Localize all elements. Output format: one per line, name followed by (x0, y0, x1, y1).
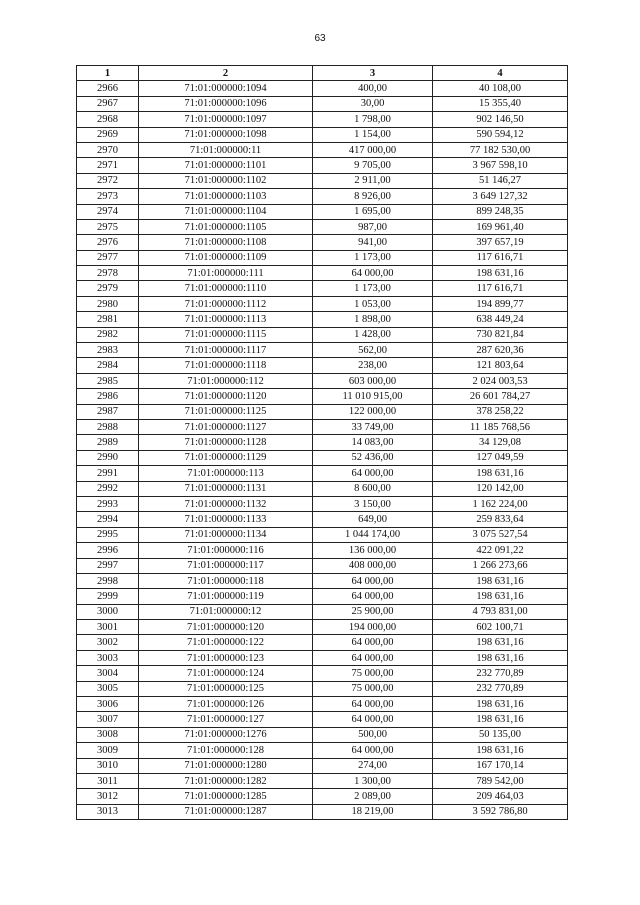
cell-value: 378 258,22 (433, 404, 568, 419)
cell-cadastral-number: 71:01:000000:112 (139, 373, 313, 388)
cell-value: 2 024 003,53 (433, 373, 568, 388)
table-row (77, 312, 568, 327)
cell-index: 2985 (77, 373, 139, 388)
table-row (77, 773, 568, 788)
cell-value: 638 449,24 (433, 312, 568, 327)
cell-value: 11 185 768,56 (433, 419, 568, 434)
cell-index: 2979 (77, 281, 139, 296)
cell-index: 2992 (77, 481, 139, 496)
table-row (77, 635, 568, 650)
cell-value: 3 967 598,10 (433, 158, 568, 173)
cell-value: 3 649 127,32 (433, 189, 568, 204)
cell-area: 417 000,00 (313, 142, 433, 157)
table-row (77, 666, 568, 681)
cell-value: 127 049,59 (433, 450, 568, 465)
cell-cadastral-number: 71:01:000000:113 (139, 466, 313, 481)
cell-value: 40 108,00 (433, 81, 568, 96)
cell-area: 75 000,00 (313, 666, 433, 681)
cell-index: 2998 (77, 573, 139, 588)
cell-index: 3004 (77, 666, 139, 681)
cell-cadastral-number: 71:01:000000:1096 (139, 96, 313, 111)
cell-area: 408 000,00 (313, 558, 433, 573)
table-row (77, 158, 568, 173)
table-row (77, 496, 568, 511)
cell-value: 167 170,14 (433, 758, 568, 773)
cell-index: 2989 (77, 435, 139, 450)
cell-value: 590 594,12 (433, 127, 568, 142)
cell-index: 3012 (77, 789, 139, 804)
cell-area: 11 010 915,00 (313, 389, 433, 404)
table-row (77, 543, 568, 558)
cell-value: 422 091,22 (433, 543, 568, 558)
table-row (77, 466, 568, 481)
cell-area: 1 154,00 (313, 127, 433, 142)
cell-cadastral-number: 71:01:000000:1108 (139, 235, 313, 250)
table-row (77, 127, 568, 142)
cell-area: 400,00 (313, 81, 433, 96)
cell-value: 198 631,16 (433, 650, 568, 665)
cell-area: 64 000,00 (313, 266, 433, 281)
cell-value: 120 142,00 (433, 481, 568, 496)
table-row (77, 250, 568, 265)
cell-cadastral-number: 71:01:000000:1110 (139, 281, 313, 296)
table-row (77, 96, 568, 111)
cell-cadastral-number: 71:01:000000:1102 (139, 173, 313, 188)
cell-cadastral-number: 71:01:000000:1115 (139, 327, 313, 342)
cell-cadastral-number: 71:01:000000:1276 (139, 727, 313, 742)
cell-cadastral-number: 71:01:000000:1097 (139, 112, 313, 127)
cell-value: 899 248,35 (433, 204, 568, 219)
table-row (77, 804, 568, 819)
table-row (77, 358, 568, 373)
cell-value: 169 961,40 (433, 219, 568, 234)
cell-value: 287 620,36 (433, 343, 568, 358)
cell-cadastral-number: 71:01:000000:1098 (139, 127, 313, 142)
cell-area: 2 089,00 (313, 789, 433, 804)
table-row (77, 112, 568, 127)
cell-index: 3013 (77, 804, 139, 819)
cell-value: 232 770,89 (433, 681, 568, 696)
cell-cadastral-number: 71:01:000000:1280 (139, 758, 313, 773)
cell-area: 18 219,00 (313, 804, 433, 819)
cell-area: 1 898,00 (313, 312, 433, 327)
cell-value: 194 899,77 (433, 296, 568, 311)
cell-cadastral-number: 71:01:000000:1134 (139, 527, 313, 542)
cell-index: 2971 (77, 158, 139, 173)
table-row (77, 373, 568, 388)
cell-value: 902 146,50 (433, 112, 568, 127)
cell-index: 2994 (77, 512, 139, 527)
column-header-index: 1 (77, 66, 139, 81)
cell-index: 2996 (77, 543, 139, 558)
cell-area: 3 150,00 (313, 496, 433, 511)
cell-index: 2981 (77, 312, 139, 327)
page-number: 63 (314, 33, 326, 44)
cell-value: 121 803,64 (433, 358, 568, 373)
table-row (77, 450, 568, 465)
table-row (77, 573, 568, 588)
cell-cadastral-number: 71:01:000000:1287 (139, 804, 313, 819)
cell-cadastral-number: 71:01:000000:1104 (139, 204, 313, 219)
table-row (77, 235, 568, 250)
cell-index: 2984 (77, 358, 139, 373)
table-row (77, 727, 568, 742)
cell-value: 117 616,71 (433, 281, 568, 296)
cell-index: 2991 (77, 466, 139, 481)
cell-cadastral-number: 71:01:000000:1109 (139, 250, 313, 265)
table-row (77, 558, 568, 573)
cell-index: 3005 (77, 681, 139, 696)
cell-cadastral-number: 71:01:000000:1285 (139, 789, 313, 804)
cell-value: 26 601 784,27 (433, 389, 568, 404)
cell-area: 52 436,00 (313, 450, 433, 465)
cell-index: 3002 (77, 635, 139, 650)
cell-cadastral-number: 71:01:000000:119 (139, 589, 313, 604)
table-row (77, 589, 568, 604)
cell-value: 730 821,84 (433, 327, 568, 342)
column-header-cadastral-number: 2 (139, 66, 313, 81)
cell-cadastral-number: 71:01:000000:1117 (139, 343, 313, 358)
cell-value: 232 770,89 (433, 666, 568, 681)
table-row (77, 204, 568, 219)
cell-index: 2974 (77, 204, 139, 219)
table-row (77, 343, 568, 358)
cell-area: 562,00 (313, 343, 433, 358)
cell-value: 198 631,16 (433, 266, 568, 281)
table-row (77, 419, 568, 434)
table-row (77, 81, 568, 96)
cell-cadastral-number: 71:01:000000:111 (139, 266, 313, 281)
table-row (77, 758, 568, 773)
cell-cadastral-number: 71:01:000000:123 (139, 650, 313, 665)
cell-cadastral-number: 71:01:000000:12 (139, 604, 313, 619)
cell-area: 603 000,00 (313, 373, 433, 388)
cell-area: 194 000,00 (313, 620, 433, 635)
cell-cadastral-number: 71:01:000000:1118 (139, 358, 313, 373)
cell-index: 3000 (77, 604, 139, 619)
cell-value: 209 464,03 (433, 789, 568, 804)
cell-area: 25 900,00 (313, 604, 433, 619)
table-row (77, 743, 568, 758)
cell-area: 941,00 (313, 235, 433, 250)
cell-index: 3011 (77, 773, 139, 788)
cell-index: 2978 (77, 266, 139, 281)
cell-index: 2980 (77, 296, 139, 311)
cell-index: 2973 (77, 189, 139, 204)
table-header-row (77, 66, 568, 81)
cell-cadastral-number: 71:01:000000:117 (139, 558, 313, 573)
cell-cadastral-number: 71:01:000000:1133 (139, 512, 313, 527)
cell-cadastral-number: 71:01:000000:1105 (139, 219, 313, 234)
cell-cadastral-number: 71:01:000000:124 (139, 666, 313, 681)
table-row (77, 281, 568, 296)
table-row (77, 327, 568, 342)
table-row (77, 173, 568, 188)
cell-value: 34 129,08 (433, 435, 568, 450)
cell-index: 2986 (77, 389, 139, 404)
table-row (77, 527, 568, 542)
table-body (77, 81, 568, 820)
cell-area: 1 798,00 (313, 112, 433, 127)
cell-cadastral-number: 71:01:000000:116 (139, 543, 313, 558)
cell-area: 2 911,00 (313, 173, 433, 188)
cell-area: 1 300,00 (313, 773, 433, 788)
cell-cadastral-number: 71:01:000000:118 (139, 573, 313, 588)
cell-value: 3 592 786,80 (433, 804, 568, 819)
table-row (77, 219, 568, 234)
cell-cadastral-number: 71:01:000000:1120 (139, 389, 313, 404)
cell-area: 64 000,00 (313, 466, 433, 481)
cell-index: 2975 (77, 219, 139, 234)
cell-index: 3001 (77, 620, 139, 635)
cell-cadastral-number: 71:01:000000:11 (139, 142, 313, 157)
cell-cadastral-number: 71:01:000000:1125 (139, 404, 313, 419)
cell-index: 2970 (77, 142, 139, 157)
cell-index: 2995 (77, 527, 139, 542)
cell-index: 2982 (77, 327, 139, 342)
cell-value: 51 146,27 (433, 173, 568, 188)
cell-index: 2966 (77, 81, 139, 96)
cell-value: 15 355,40 (433, 96, 568, 111)
cell-area: 136 000,00 (313, 543, 433, 558)
table-row (77, 142, 568, 157)
column-header-area: 3 (313, 66, 433, 81)
cell-index: 2967 (77, 96, 139, 111)
cell-index: 3008 (77, 727, 139, 742)
cell-cadastral-number: 71:01:000000:1282 (139, 773, 313, 788)
cell-area: 64 000,00 (313, 635, 433, 650)
cell-value: 117 616,71 (433, 250, 568, 265)
cell-value: 602 100,71 (433, 620, 568, 635)
cell-area: 8 600,00 (313, 481, 433, 496)
cell-area: 1 173,00 (313, 250, 433, 265)
cell-value: 1 266 273,66 (433, 558, 568, 573)
cell-area: 64 000,00 (313, 573, 433, 588)
cell-value: 198 631,16 (433, 635, 568, 650)
cell-index: 2993 (77, 496, 139, 511)
cell-index: 2977 (77, 250, 139, 265)
cell-value: 1 162 224,00 (433, 496, 568, 511)
cell-index: 3010 (77, 758, 139, 773)
cell-value: 198 631,16 (433, 573, 568, 588)
cell-index: 2999 (77, 589, 139, 604)
cell-value: 198 631,16 (433, 697, 568, 712)
cell-cadastral-number: 71:01:000000:120 (139, 620, 313, 635)
cell-index: 2987 (77, 404, 139, 419)
cell-cadastral-number: 71:01:000000:1103 (139, 189, 313, 204)
cell-value: 198 631,16 (433, 743, 568, 758)
table-row (77, 650, 568, 665)
cell-area: 64 000,00 (313, 712, 433, 727)
table-row (77, 481, 568, 496)
cell-cadastral-number: 71:01:000000:1129 (139, 450, 313, 465)
table-row (77, 404, 568, 419)
table-row (77, 789, 568, 804)
cell-area: 1 044 174,00 (313, 527, 433, 542)
cell-area: 649,00 (313, 512, 433, 527)
table-row (77, 604, 568, 619)
cell-cadastral-number: 71:01:000000:1101 (139, 158, 313, 173)
cell-cadastral-number: 71:01:000000:122 (139, 635, 313, 650)
table-row (77, 712, 568, 727)
cell-cadastral-number: 71:01:000000:1112 (139, 296, 313, 311)
cell-area: 64 000,00 (313, 743, 433, 758)
cell-area: 30,00 (313, 96, 433, 111)
cell-area: 75 000,00 (313, 681, 433, 696)
cell-index: 2988 (77, 419, 139, 434)
cell-area: 8 926,00 (313, 189, 433, 204)
cell-area: 122 000,00 (313, 404, 433, 419)
cell-value: 198 631,16 (433, 466, 568, 481)
cell-value: 789 542,00 (433, 773, 568, 788)
cell-cadastral-number: 71:01:000000:125 (139, 681, 313, 696)
cell-cadastral-number: 71:01:000000:1094 (139, 81, 313, 96)
cell-index: 2976 (77, 235, 139, 250)
cell-value: 50 135,00 (433, 727, 568, 742)
cell-index: 2983 (77, 343, 139, 358)
cell-index: 2990 (77, 450, 139, 465)
cell-index: 3009 (77, 743, 139, 758)
cell-area: 987,00 (313, 219, 433, 234)
cell-index: 2968 (77, 112, 139, 127)
cell-area: 1 173,00 (313, 281, 433, 296)
table-row (77, 620, 568, 635)
cell-area: 274,00 (313, 758, 433, 773)
cell-value: 3 075 527,54 (433, 527, 568, 542)
cell-area: 500,00 (313, 727, 433, 742)
table-row (77, 189, 568, 204)
cell-value: 77 182 530,00 (433, 142, 568, 157)
cell-cadastral-number: 71:01:000000:1131 (139, 481, 313, 496)
cell-cadastral-number: 71:01:000000:126 (139, 697, 313, 712)
cell-area: 1 428,00 (313, 327, 433, 342)
cell-area: 9 705,00 (313, 158, 433, 173)
column-header-value: 4 (433, 66, 568, 81)
cell-index: 3003 (77, 650, 139, 665)
table-row (77, 389, 568, 404)
cadastral-table (76, 65, 568, 820)
cell-area: 1 695,00 (313, 204, 433, 219)
cell-cadastral-number: 71:01:000000:1127 (139, 419, 313, 434)
cell-value: 4 793 831,00 (433, 604, 568, 619)
table-row (77, 512, 568, 527)
table-row (77, 681, 568, 696)
cell-area: 14 083,00 (313, 435, 433, 450)
cell-index: 2969 (77, 127, 139, 142)
cell-cadastral-number: 71:01:000000:1113 (139, 312, 313, 327)
cell-area: 238,00 (313, 358, 433, 373)
cell-area: 1 053,00 (313, 296, 433, 311)
cell-value: 259 833,64 (433, 512, 568, 527)
cell-area: 64 000,00 (313, 650, 433, 665)
cell-value: 198 631,16 (433, 712, 568, 727)
table-row (77, 435, 568, 450)
cell-area: 33 749,00 (313, 419, 433, 434)
cell-value: 198 631,16 (433, 589, 568, 604)
cell-cadastral-number: 71:01:000000:128 (139, 743, 313, 758)
cell-index: 2972 (77, 173, 139, 188)
cell-area: 64 000,00 (313, 697, 433, 712)
cell-index: 3007 (77, 712, 139, 727)
cell-area: 64 000,00 (313, 589, 433, 604)
table-row (77, 697, 568, 712)
table-row (77, 296, 568, 311)
cell-cadastral-number: 71:01:000000:1132 (139, 496, 313, 511)
cell-index: 2997 (77, 558, 139, 573)
cell-value: 397 657,19 (433, 235, 568, 250)
cell-cadastral-number: 71:01:000000:127 (139, 712, 313, 727)
cell-index: 3006 (77, 697, 139, 712)
cell-cadastral-number: 71:01:000000:1128 (139, 435, 313, 450)
table-row (77, 266, 568, 281)
